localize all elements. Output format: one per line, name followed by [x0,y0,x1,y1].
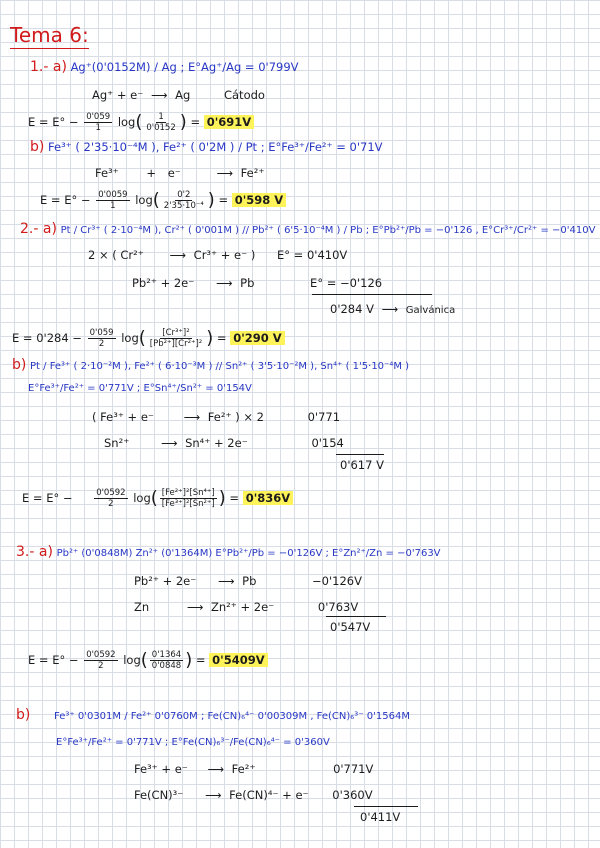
result-highlight: 0'598 V [232,193,286,207]
log-label: log [117,115,136,129]
fraction: $\frac{0'0059}{1}$ [98,190,128,211]
problem-2a-header [20,222,595,238]
problem-statement: Ag⁺(0'0152M) / Ag ; E°Ag⁺/Ag = 0'799V [70,60,299,74]
standard-potentials: E°Fe³⁺/Fe²⁺ = 0'771V ; E°Sn⁴⁺/Sn²⁺ = 0'154V [28,383,252,394]
cell-potential-sum: 0'617 V [340,458,384,472]
half-reaction: Fe³⁺ + e⁻ ⟶ Fe²⁺ 0'771V [134,762,374,776]
half-reaction: Sn²⁺ ⟶ Sn⁴⁺ + 2e⁻ 0'154 [104,436,344,450]
half-reaction: Pb²⁺ + 2e⁻ ⟶ Pb E° = −0'126 [132,276,383,290]
problem-label: b) [30,139,45,155]
problem-2b-header [12,358,409,374]
problem-label: 2.- a) [20,221,57,237]
half-reaction [92,88,265,102]
standard-potentials: E°Fe³⁺/Fe²⁺ = 0'771V ; E°Fe(CN)₆³⁻/Fe(CN)₆⁴⁻ = 0'360V [56,737,330,748]
log-argument: $\frac{1}{0'0152}$ [146,112,176,133]
problem-1b-header [30,140,383,154]
half-reaction: ( Fe³⁺ + e⁻ ⟶ Fe²⁺ ) × 2 0'771 [92,410,341,424]
cell-potential-sum: 0'411V [360,810,401,824]
nernst-equation: E = E° − $\frac{0'0592}{2}$ log( $\frac{0'1364}{0'0848}$ ) = 0'5409V [28,650,268,671]
log-argument: $\frac{0'1364}{0'0848}$ [151,650,182,671]
sum-line [354,806,418,807]
nernst-equation: E = 0'284 − $\frac{0'059}{2}$ log( $\frac{\text{[Cr³⁺]²}}{\text{[Pb²⁺][Cr²⁺]²}}$ ) = 0'290 V [12,328,285,349]
problem-statement: Fe³⁺ ( 2'35·10⁻⁴M ), Fe²⁺ ( 0'2M ) / Pt ; E°Fe³⁺/Fe²⁺ = 0'71V [48,140,383,154]
sum-line [336,454,384,455]
problem-statement: Pt / Cr³⁺ ( 2·10⁻⁴M ), Cr²⁺ ( 0'001M ) // Pb²⁺ ( 6'5·10⁻⁴M ) / Pb ; E°Pb²⁺/Pb = −0'126 , E°Cr³⁺/Cr²⁺ = −0'410V [60,225,596,236]
half-reaction: Pb²⁺ + 2e⁻ ⟶ Pb −0'126V [134,574,362,588]
problem-3a-header [16,545,441,561]
problem-statement: Pt / Fe³⁺ ( 2·10⁻²M ), Fe²⁺ ( 6·10⁻³M ) // Sn²⁺ ( 3'5·10⁻²M ), Sn⁴⁺ ( 1'5·10⁻⁴M ) [30,361,410,372]
half-reaction: Fe³⁺ + e⁻ ⟶ Fe²⁺ [95,166,265,180]
fraction: $\frac{0'059}{2}$ [89,328,114,349]
half-reaction: Zn ⟶ Zn²⁺ + 2e⁻ 0'763V [134,600,359,614]
arrow: ⟶ [151,88,168,102]
half-reaction: 2 × ( Cr²⁺ ⟶ Cr³⁺ + e⁻ ) E° = 0'410V [88,248,348,262]
fraction: $\frac{0'059}{1}$ [86,112,111,133]
problem-3b-header [16,708,410,724]
nernst-equation: E = E° − $\frac{0'0059}{1}$ log( $\frac{0'2}{\text{2'35·10⁻⁴}}$ ) = 0'598 V [40,190,286,211]
sum-line [312,294,432,295]
problem-label: 3.- a) [16,544,53,560]
problem-label: 1.- a) [30,59,67,75]
log-argument: $\frac{\text{[Fe²⁺]²[Sn⁴⁺]}}{\text{[Fe³⁺]²[Sn²⁺]}}$ [161,488,215,509]
result-highlight: 0'836V [243,491,293,505]
cell-potential-sum: 0'284 V ⟶ Galvánica [330,302,456,316]
sum-line [326,616,386,617]
result-highlight: 0'290 V [230,331,284,345]
reactants: Ag⁺ + e⁻ [92,88,144,102]
half-reaction: Fe(CN)³⁻ ⟶ Fe(CN)⁴⁻ + e⁻ 0'360V [134,788,373,802]
log-argument: $\frac{\text{[Cr³⁺]²}}{\text{[Pb²⁺][Cr²⁺]²}}$ [149,328,203,349]
problem-label: b) [12,357,27,373]
nernst-equation: E = E° − $\frac{0'0592}{2}$ log( $\frac{\text{[Fe²⁺]²[Sn⁴⁺]}}{\text{[Fe³⁺]²[Sn²⁺]}}$ ) = 0'836V [22,488,293,509]
problem-statement: Pb²⁺ (0'0848M) Zn²⁺ (0'1364M) E°Pb²⁺/Pb = −0'126V ; E°Zn²⁺/Zn = −0'763V [56,548,441,559]
problem-statement: Fe³⁺ 0'0301M / Fe²⁺ 0'0760M ; Fe(CN)₆⁴⁻ 0'00309M , Fe(CN)₆³⁻ 0'1564M [54,711,410,722]
cell-potential-sum: 0'547V [330,620,371,634]
log-argument: $\frac{0'2}{\text{2'35·10⁻⁴}}$ [163,190,204,211]
problem-label: b) [16,707,31,723]
electrode-note: Cátodo [223,88,265,102]
problem-1a-header [30,60,299,74]
equation-lhs: E = E° − [28,115,79,129]
page-title: Tema 6: [10,23,89,47]
result-highlight: 0'5409V [209,653,267,667]
products: Ag [175,88,191,102]
result-highlight: 0'691V [204,115,254,129]
fraction: $\frac{0'0592}{2}$ [86,650,116,671]
fraction: $\frac{0'0592}{2}$ [96,488,126,509]
nernst-equation: E = E° − $\frac{0'059}{1}$ log( $\frac{1}{0'0152}$ ) = 0'691V [28,112,254,133]
